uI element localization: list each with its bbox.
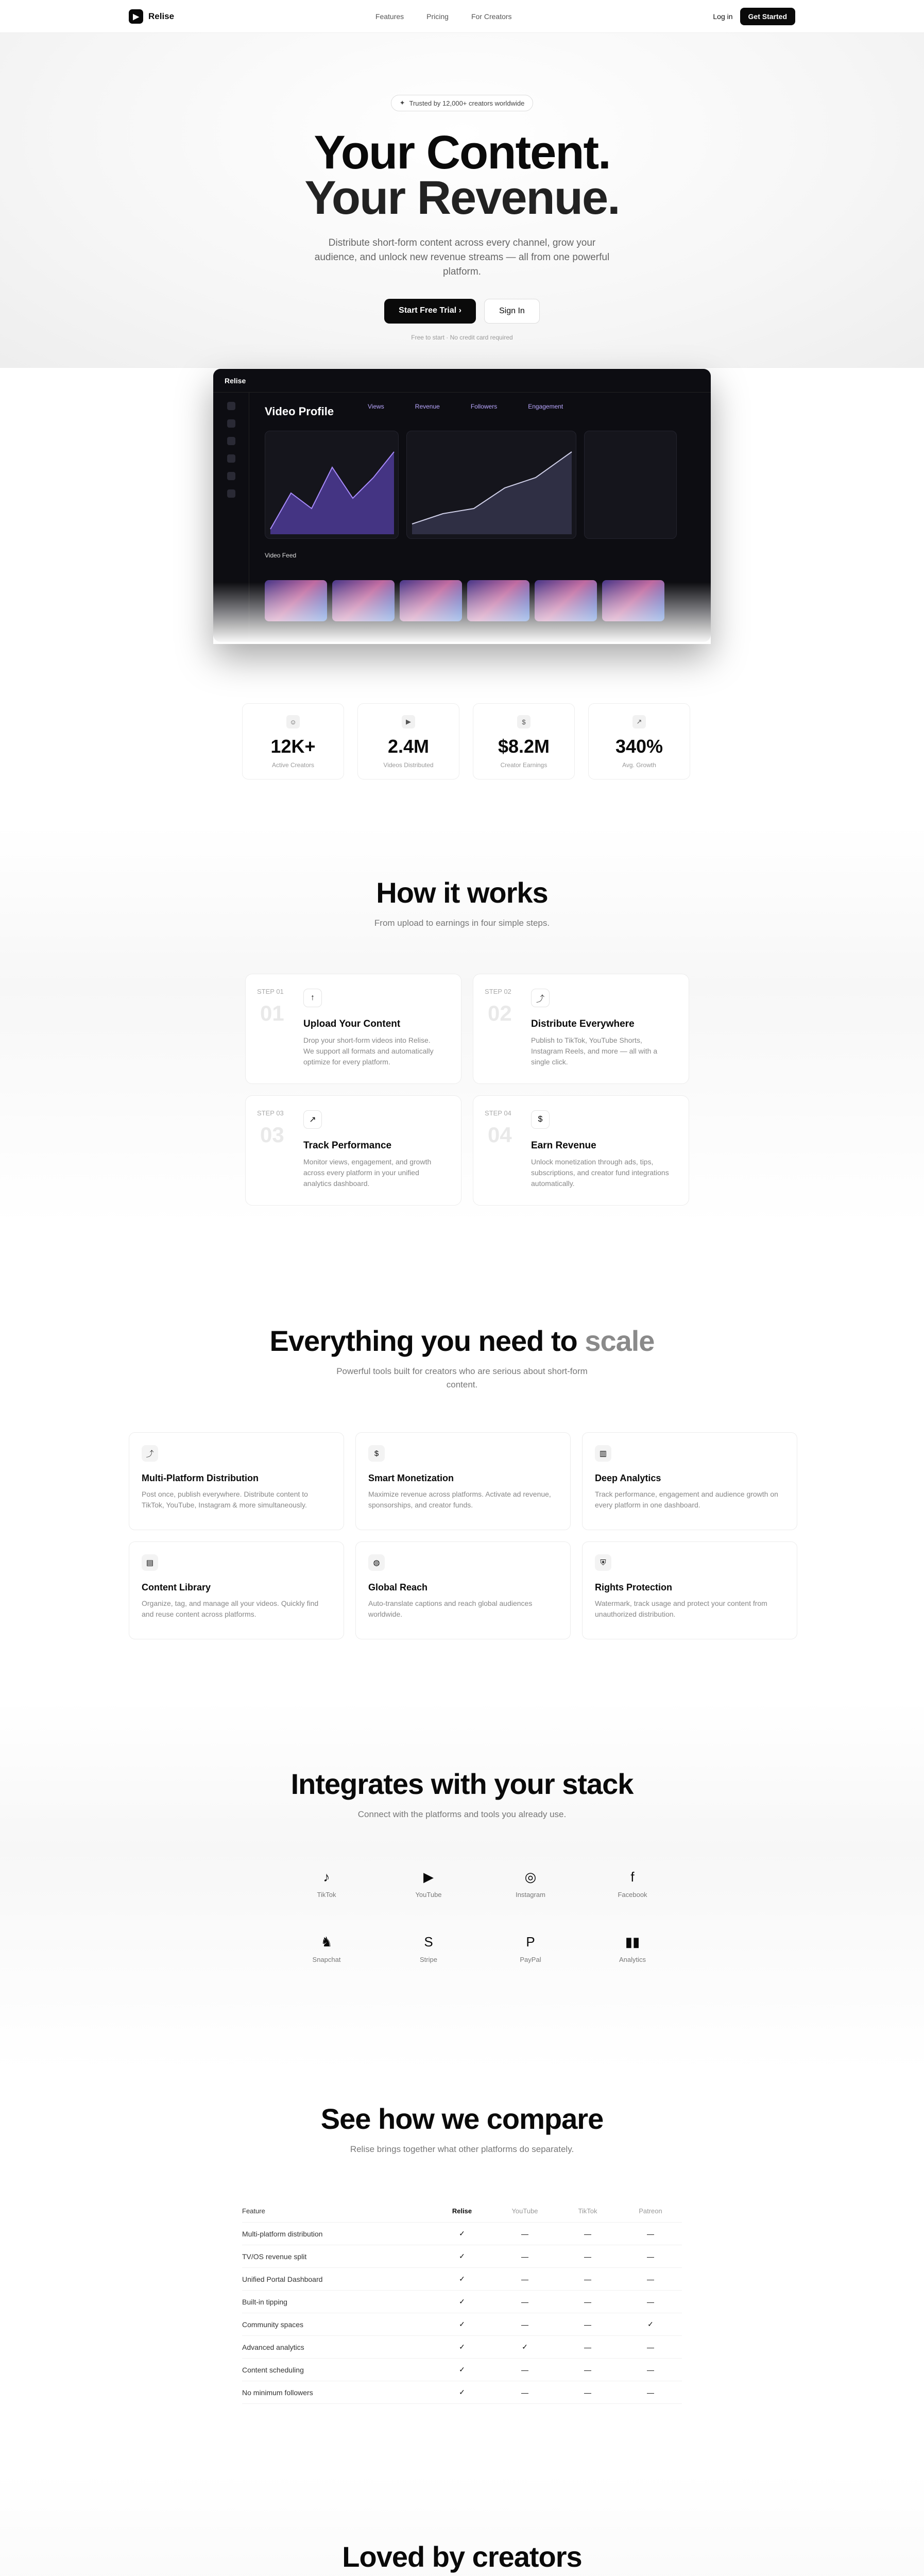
- hero-cta: [0, 299, 924, 324]
- analytics-icon: ▥: [595, 1445, 611, 1462]
- arrow-right-icon: ›: [458, 306, 461, 315]
- step-card: [245, 974, 461, 1084]
- feature-name-cell: Content scheduling: [242, 2365, 304, 2374]
- step-number: STEP 02: [485, 988, 511, 995]
- trust-pill: [391, 95, 534, 111]
- hero-title-line1: Your Content.: [314, 126, 610, 179]
- facebook-icon: f: [630, 1869, 635, 1885]
- video-icon: ▶: [402, 715, 415, 728]
- table-row: [242, 2381, 682, 2404]
- tiktok-icon: ♪: [323, 1869, 330, 1885]
- dash-icon: —: [647, 2252, 654, 2261]
- check-icon: ✓: [459, 2343, 465, 2351]
- table-row: [242, 2313, 682, 2336]
- check-icon: ✓: [459, 2388, 465, 2396]
- step-desc: Monitor views, engagement, and growth across every platform in your unified analytics dashboard.: [303, 1158, 432, 1188]
- check-icon: ✓: [459, 2229, 465, 2238]
- table-header-cell: TikTok: [578, 2207, 597, 2215]
- comparison-table: [242, 2200, 682, 2404]
- step-big-number: 04: [488, 1123, 512, 1147]
- feature-name-cell: TV/OS revenue split: [242, 2252, 307, 2261]
- integration-instagram[interactable]: [487, 1855, 574, 1909]
- dash-icon: —: [647, 2388, 654, 2397]
- dash-icon: —: [584, 2320, 591, 2329]
- library-icon: ▤: [142, 1554, 158, 1571]
- how-section-header: [0, 876, 924, 930]
- feature-title: Content Library: [142, 1582, 211, 1592]
- line-chart-graphic: [407, 431, 577, 539]
- integration-tiktok[interactable]: [283, 1855, 370, 1909]
- brand-name: Relise: [148, 11, 175, 21]
- table-row: [242, 2268, 682, 2291]
- step-number: STEP 01: [257, 988, 284, 995]
- nav-link-creators[interactable]: For Creators: [471, 12, 512, 21]
- dash-icon: —: [584, 2365, 591, 2374]
- paypal-icon: P: [526, 1934, 535, 1950]
- instagram-icon: ◎: [524, 1869, 537, 1885]
- table-header-cell: Patreon: [639, 2207, 662, 2215]
- dash-stat: Views: [368, 403, 384, 410]
- how-title: How it works: [376, 876, 548, 909]
- integration-facebook[interactable]: [589, 1855, 676, 1909]
- dash-icon: —: [647, 2343, 654, 2351]
- feature-name-cell: Multi-platform distribution: [242, 2229, 323, 2238]
- dashboard-stats: [368, 403, 563, 410]
- integration-label: Analytics: [619, 1956, 646, 1963]
- step-big-number: 03: [260, 1123, 284, 1147]
- table-row: [242, 2245, 682, 2268]
- dollar-icon: $: [531, 1110, 550, 1129]
- globe-icon: ◍: [368, 1554, 385, 1571]
- step-big-number: 01: [260, 1001, 284, 1025]
- stat-card: [242, 703, 344, 779]
- sidebar-icon: [227, 489, 235, 498]
- youtube-icon: ▶: [423, 1869, 434, 1885]
- dashboard-topbar: [213, 369, 711, 393]
- sign-in-button[interactable]: Sign In: [484, 299, 540, 324]
- area-chart-graphic: [265, 431, 399, 539]
- start-trial-button[interactable]: Start Free Trial ›: [384, 299, 476, 324]
- integration-label: TikTok: [317, 1891, 336, 1899]
- dash-icon: —: [647, 2365, 654, 2374]
- stat-value: 2.4M: [387, 736, 430, 757]
- top-nav: [0, 0, 924, 33]
- features-section-header: [0, 1324, 924, 1392]
- dashboard-list-panel: [584, 431, 677, 539]
- nav-links: [375, 12, 512, 21]
- feature-title: Multi-Platform Distribution: [142, 1473, 259, 1483]
- stat-label: Videos Distributed: [383, 761, 434, 769]
- compare-subtitle: Relise brings together what other platforms do separately.: [350, 2144, 574, 2154]
- analytics-icon: ▮▮: [625, 1934, 640, 1950]
- snapchat-icon: ♞: [320, 1934, 333, 1950]
- hero: [0, 33, 924, 368]
- step-title: Earn Revenue: [531, 1140, 596, 1151]
- share-icon: ⤴: [531, 989, 550, 1007]
- dash-icon: —: [521, 2252, 528, 2261]
- dash-icon: —: [521, 2275, 528, 2283]
- step-desc: Publish to TikTok, YouTube Shorts, Instagram Reels, and more — all with a single click.: [531, 1036, 658, 1066]
- feature-desc: Organize, tag, and manage all your videos. Quickly find and reuse content across platforms.: [142, 1599, 319, 1618]
- hero-title-line2: Your Revenue.: [304, 172, 620, 224]
- feature-name-cell: Built-in tipping: [242, 2297, 287, 2306]
- step-desc: Drop your short-form videos into Relise. We support all formats and automatically optimize for every platform.: [303, 1036, 434, 1066]
- share-icon: ⤴: [142, 1445, 158, 1462]
- integration-label: Instagram: [516, 1891, 545, 1899]
- step-big-number: 02: [488, 1001, 512, 1025]
- shield-icon: ⛨: [595, 1554, 611, 1571]
- features-grid: [129, 1432, 797, 1639]
- hero-subtitle: Distribute short-form content across every channel, grow your audience, and unlock new revenue streams — all from one powerful platform.: [314, 238, 610, 277]
- integrations-title: Integrates with your stack: [290, 1768, 634, 1800]
- step-card: [245, 1095, 461, 1206]
- check-icon: ✓: [459, 2365, 465, 2374]
- dash-icon: —: [584, 2343, 591, 2351]
- dash-icon: —: [584, 2388, 591, 2397]
- step-title: Upload Your Content: [303, 1019, 401, 1029]
- feature-card: [582, 1432, 797, 1530]
- dash-icon: —: [584, 2297, 591, 2306]
- integration-snapchat[interactable]: [283, 1920, 370, 1974]
- upload-icon: ↑: [303, 989, 322, 1007]
- dash-icon: —: [521, 2297, 528, 2306]
- brand[interactable]: [129, 9, 174, 24]
- feature-desc: Maximize revenue across platforms. Activate ad revenue, sponsorships, and creator funds.: [368, 1490, 551, 1509]
- video-feed-label: Video Feed: [265, 552, 297, 559]
- dash-icon: —: [584, 2275, 591, 2283]
- step-number: STEP 03: [257, 1109, 284, 1117]
- users-icon: ☺: [286, 715, 300, 728]
- steps-grid: [245, 974, 689, 1206]
- login-link[interactable]: Log in: [713, 12, 733, 21]
- how-subtitle: From upload to earnings in four simple steps.: [374, 918, 550, 928]
- feature-desc: Watermark, track usage and protect your content from unauthorized distribution.: [595, 1599, 767, 1618]
- step-number: STEP 04: [485, 1109, 511, 1117]
- dash-icon: —: [647, 2275, 654, 2283]
- feature-title: Global Reach: [368, 1582, 428, 1592]
- dash-icon: —: [584, 2252, 591, 2261]
- table-header-cell: YouTube: [511, 2207, 538, 2215]
- check-icon: ✓: [459, 2275, 465, 2283]
- stat-card: [588, 703, 690, 779]
- stat-label: Active Creators: [271, 761, 315, 769]
- nav-link-pricing[interactable]: Pricing: [426, 12, 449, 21]
- feature-name-cell: Community spaces: [242, 2320, 304, 2329]
- hero-title: [0, 126, 924, 224]
- dash-icon: —: [521, 2388, 528, 2397]
- dash-stat: Engagement: [528, 403, 563, 410]
- table-header-cell: Relise: [452, 2207, 472, 2215]
- dash-icon: —: [521, 2365, 528, 2374]
- nav-actions: [713, 8, 795, 25]
- check-icon: ✓: [647, 2320, 654, 2328]
- table-row: [242, 2223, 682, 2245]
- dash-stat: Followers: [470, 403, 498, 410]
- hero-note: Free to start · No credit card required: [411, 334, 513, 341]
- integration-label: Snapchat: [312, 1956, 341, 1963]
- logo-icon: ▶: [129, 9, 143, 24]
- dash-stat: Revenue: [415, 403, 440, 410]
- check-icon: ✓: [459, 2297, 465, 2306]
- features-title: Everything you need to scale: [269, 1325, 655, 1357]
- dashboard-chart-panel: [265, 431, 399, 539]
- integration-youtube[interactable]: [385, 1855, 472, 1909]
- trust-pill-text: Trusted by 12,000+ creators worldwide: [409, 99, 525, 107]
- feature-title: Deep Analytics: [595, 1473, 661, 1483]
- dashboard-fade: [213, 582, 711, 644]
- feature-card: [582, 1541, 797, 1639]
- get-started-button[interactable]: Get Started: [740, 8, 795, 25]
- stat-label: Creator Earnings: [500, 761, 547, 769]
- dollar-icon: $: [368, 1445, 385, 1462]
- feature-name-cell: No minimum followers: [242, 2388, 313, 2397]
- stat-card: [473, 703, 575, 779]
- compare-section-header: [0, 2102, 924, 2156]
- table-row: [242, 2291, 682, 2313]
- feature-desc: Auto-translate captions and reach global audiences worldwide.: [368, 1599, 533, 1618]
- feature-card: [129, 1432, 344, 1530]
- feature-title: Rights Protection: [595, 1582, 673, 1592]
- sidebar-icon: [227, 402, 235, 410]
- table-row: [242, 2336, 682, 2359]
- step-title: Track Performance: [303, 1140, 392, 1151]
- stat-label: Avg. Growth: [622, 761, 656, 769]
- chart-icon: ↗: [303, 1110, 322, 1129]
- step-title: Distribute Everywhere: [531, 1019, 635, 1029]
- feature-card: [355, 1541, 571, 1639]
- check-icon: ✓: [522, 2343, 528, 2351]
- feature-name-cell: Unified Portal Dashboard: [242, 2275, 323, 2283]
- integration-label: PayPal: [520, 1956, 541, 1963]
- feature-card: [129, 1541, 344, 1639]
- stat-value: 12K+: [270, 736, 316, 757]
- dashboard-title: Video Profile: [265, 405, 334, 418]
- sparkle-icon: ✦: [399, 99, 405, 107]
- feature-desc: Post once, publish everywhere. Distribute content to TikTok, YouTube, Instagram & more simultaneously.: [142, 1490, 308, 1509]
- dashboard-line-panel: [406, 431, 576, 539]
- compare-title: See how we compare: [320, 2103, 604, 2135]
- stripe-icon: S: [424, 1934, 433, 1950]
- dash-icon: —: [647, 2229, 654, 2238]
- sidebar-icon: [227, 437, 235, 445]
- stat-card: [357, 703, 459, 779]
- integration-paypal[interactable]: [487, 1920, 574, 1974]
- testimonials-title: Loved by creators: [342, 2540, 582, 2573]
- stat-value: $8.2M: [498, 736, 550, 757]
- check-icon: ✓: [459, 2320, 465, 2328]
- table-header-cell: Feature: [242, 2207, 265, 2215]
- feature-card: [355, 1432, 571, 1530]
- dash-icon: —: [521, 2320, 528, 2329]
- integration-stripe[interactable]: [385, 1920, 472, 1974]
- feature-name-cell: Advanced analytics: [242, 2343, 304, 2351]
- integrations-grid: [283, 1855, 676, 1974]
- dollar-icon: $: [517, 715, 531, 728]
- stats-row: [242, 703, 690, 779]
- sidebar-icon: [227, 472, 235, 480]
- step-desc: Unlock monetization through ads, tips, subscriptions, and creator fund integrations automatically.: [531, 1158, 669, 1188]
- dashboard-brand: Relise: [225, 376, 246, 385]
- sidebar-icon: [227, 419, 235, 428]
- integration-label: YouTube: [415, 1891, 442, 1899]
- table-row: [242, 2359, 682, 2381]
- table-header-row: [242, 2200, 682, 2223]
- integrations-section-header: [0, 1767, 924, 1821]
- dash-icon: —: [584, 2229, 591, 2238]
- stat-value: 340%: [615, 736, 663, 757]
- integration-label: Stripe: [420, 1956, 437, 1963]
- dash-icon: —: [521, 2229, 528, 2238]
- testimonials-section-header: [0, 2540, 924, 2576]
- nav-link-features[interactable]: Features: [375, 12, 404, 21]
- feature-desc: Track performance, engagement and audience growth on every platform in one dashboard.: [595, 1490, 778, 1509]
- integration-analytics[interactable]: [589, 1920, 676, 1974]
- dash-icon: —: [647, 2297, 654, 2306]
- integrations-subtitle: Connect with the platforms and tools you already use.: [357, 1809, 567, 1819]
- chart-icon: ↗: [632, 715, 646, 728]
- sidebar-icon: [227, 454, 235, 463]
- step-card: [473, 974, 689, 1084]
- features-subtitle: Powerful tools built for creators who are serious about short-form content.: [336, 1366, 588, 1389]
- step-card: [473, 1095, 689, 1206]
- feature-title: Smart Monetization: [368, 1473, 454, 1483]
- check-icon: ✓: [459, 2252, 465, 2260]
- integration-label: Facebook: [618, 1891, 647, 1899]
